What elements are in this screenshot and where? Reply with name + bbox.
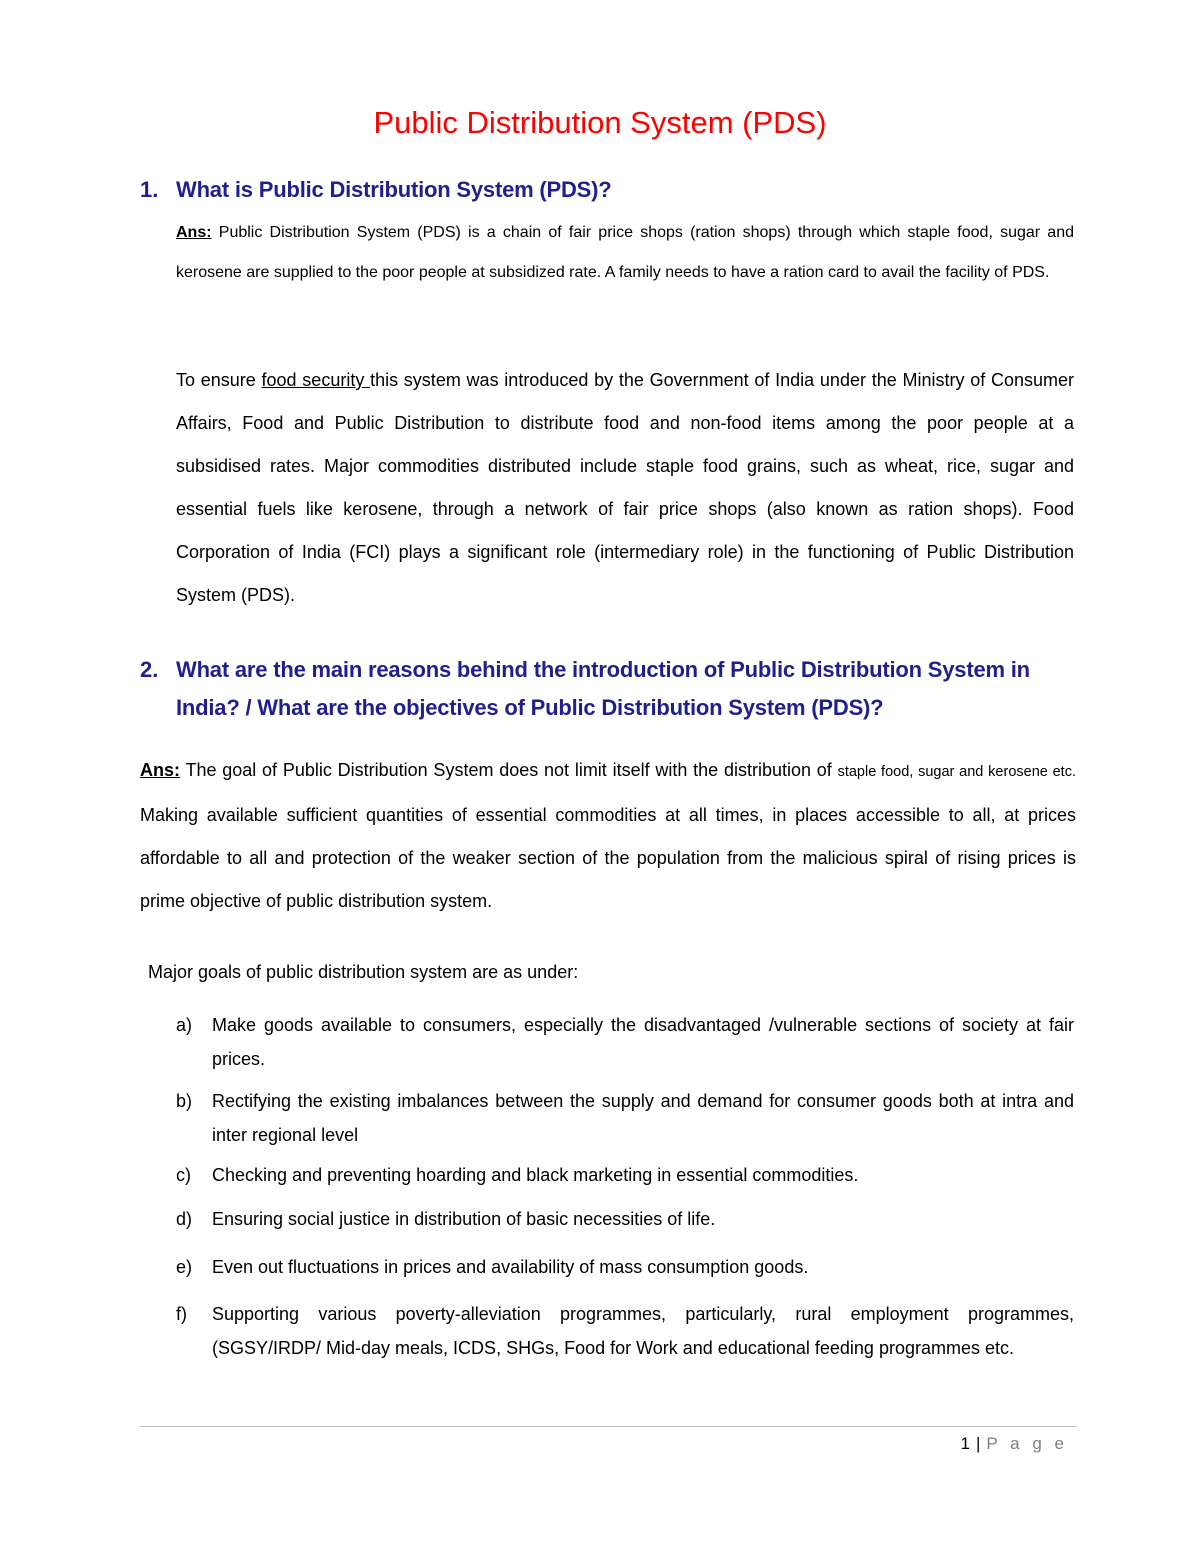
footer-separator: |: [976, 1434, 981, 1453]
goals-intro: Major goals of public distribution system are as under:: [148, 962, 579, 982]
goal-text: Make goods available to consumers, especially the disadvantaged /vulnerable sections of society at fair prices.: [212, 1015, 1074, 1069]
answer-label: Ans:: [140, 760, 180, 780]
question-1-answer: [176, 213, 1074, 292]
answer-text: Public Distribution System (PDS) is a chain of fair price shops (ration shops) through which staple food, sugar and kerosene are supplied to the poor people at subsidized rate. A family needs to have a ration card to avail the facility of PDS.: [176, 224, 1074, 281]
question-2-heading: What are the main reasons behind the introduction of Public Distribution System in India? / What are the objectives of Public Distribution System (PDS)?: [176, 657, 1030, 720]
goal-letter: e): [176, 1257, 193, 1277]
paragraph-text-start: To ensure: [176, 370, 262, 390]
question-1-number: 1.: [140, 177, 159, 202]
page-label: P a g e: [986, 1434, 1068, 1453]
answer-text-small: staple food, sugar and kerosene etc.: [837, 764, 1076, 780]
goal-letter: b): [176, 1091, 193, 1111]
goal-text: Rectifying the existing imbalances between the supply and demand for consumer goods both at intra and inter regional level: [212, 1091, 1074, 1145]
paragraph-text-rest: this system was introduced by the Government of India under the Ministry of Consumer Affairs, Food and Public Distribution to distribute food and non-food items among the poor people at a subsidised rates. Major commodities distributed include staple food grains, such as wheat, rice, sugar and essential fuels like kerosene, through a network of fair price shops (also known as ration shops). Food Corporation of India (FCI) plays a significant role (intermediary role) in the functioning of Public Distribution System (PDS).: [176, 370, 1074, 605]
goal-text: Ensuring social justice in distribution of basic necessities of life.: [212, 1209, 716, 1229]
goal-letter: f): [176, 1304, 187, 1324]
question-2-number: 2.: [140, 657, 159, 682]
question-2-answer: [140, 749, 1076, 923]
food-security-term: food security: [261, 370, 371, 390]
footer-divider: [140, 1426, 1077, 1427]
goal-text: Even out fluctuations in prices and availability of mass consumption goods.: [212, 1257, 809, 1277]
goal-letter: c): [176, 1165, 191, 1185]
goal-letter: d): [176, 1209, 193, 1229]
goal-letter: a): [176, 1015, 193, 1035]
goal-text: Checking and preventing hoarding and black marketing in essential commodities.: [212, 1165, 859, 1185]
page-number: 1: [960, 1434, 970, 1453]
question-1-paragraph-2: [176, 359, 1074, 617]
page-title: Public Distribution System (PDS): [373, 105, 827, 140]
answer-text-start: The goal of Public Distribution System does not limit itself with the distribution of: [180, 760, 838, 780]
answer-text-rest: Making available sufficient quantities of essential commodities at all times, in places accessible to all, at prices affordable to all and protection of the weaker section of the population from the malicious spiral of rising prices is prime objective of public distribution system.: [140, 805, 1076, 911]
question-1-heading: What is Public Distribution System (PDS)?: [176, 177, 612, 202]
answer-label: Ans:: [176, 224, 212, 241]
goal-text: Supporting various poverty-alleviation programmes, particularly, rural employment programmes, (SGSY/IRDP/ Mid-day meals, ICDS, SHGs, Food for Work and educational feeding programmes etc.: [212, 1304, 1074, 1358]
page-footer: [961, 1430, 1068, 1458]
